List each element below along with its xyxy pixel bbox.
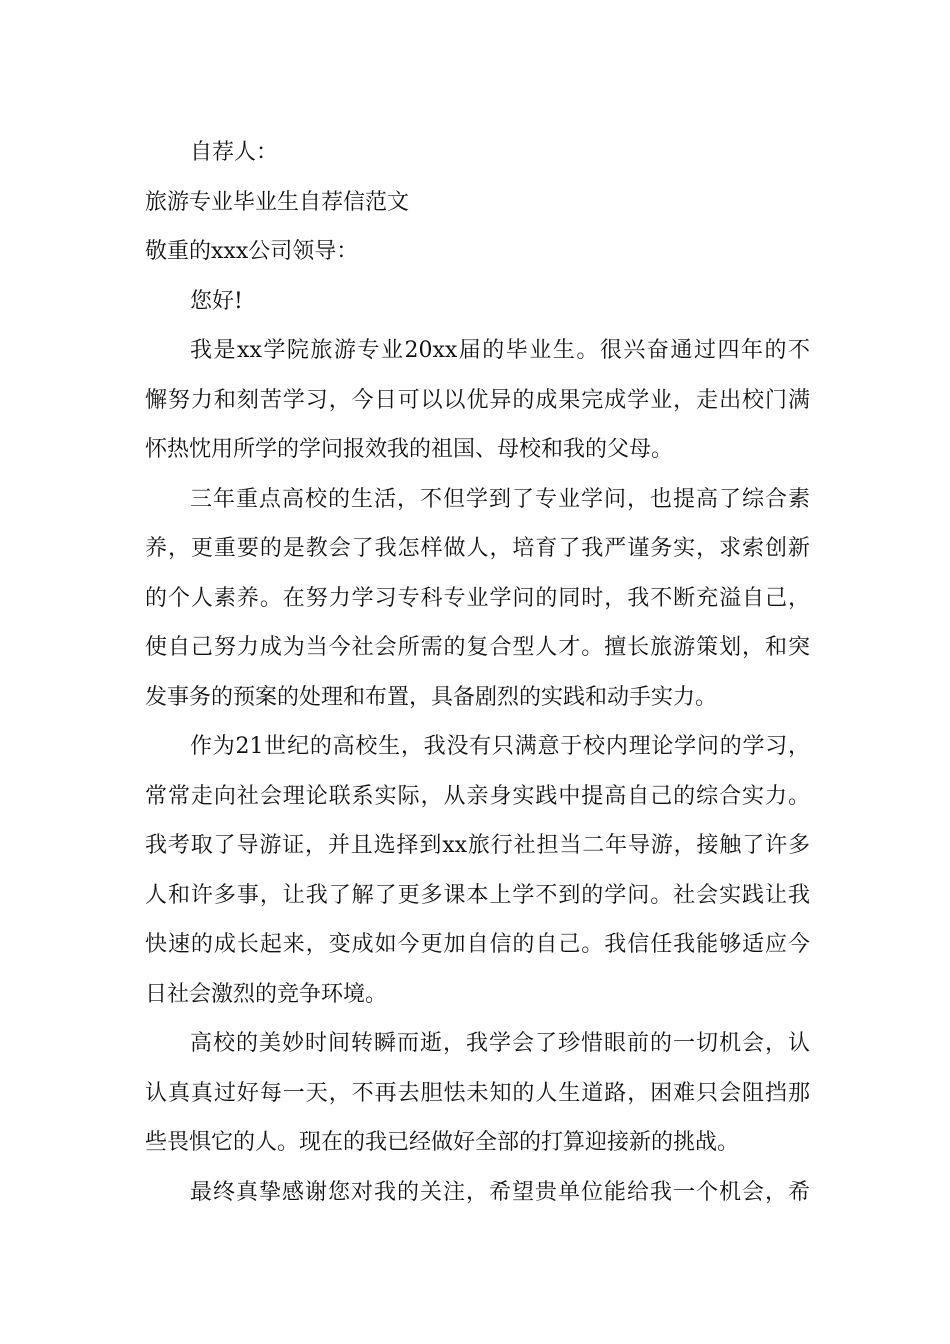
paragraph-line: 怀热忱用所学的学问报效我的祖国、母校和我的父母。 — [145, 437, 674, 462]
signature-label: 自荐人： — [190, 140, 279, 165]
salutation: 敬重的xxx公司领导： — [145, 239, 359, 264]
paragraph-line: 快速的成长起来，变成如今更加自信的自己。我信任我能够适应今 — [145, 932, 810, 957]
paragraph-line: 的个人素养。在努力学习专科专业学问的同时，我不断充溢自己， — [145, 585, 810, 611]
letter-body — [145, 128, 810, 1217]
paragraph-line: 使自己努力成为当今社会所需的复合型人才。擅长旅游策划，和突 — [145, 635, 810, 660]
paragraph-line: 养，更重要的是教会了我怎样做人，培育了我严谨务实，求索创新 — [145, 536, 810, 561]
paragraph-line: 常常走向社会理论联系实际，从亲身实践中提高自己的综合实力。 — [145, 783, 810, 809]
paragraph-line: 三年重点高校的生活，不但学到了专业学问，也提高了综合素 — [190, 486, 810, 512]
paragraph-line: 些畏惧它的人。现在的我已经做好全部的打算迎接新的挑战。 — [145, 1130, 740, 1155]
paragraph-line: 日社会激烈的竞争环境。 — [145, 981, 388, 1007]
paragraph-line: 发事务的预案的处理和布置，具备剧烈的实践和动手实力。 — [145, 684, 718, 710]
greeting: 您好! — [190, 288, 243, 314]
paragraph-line: 我考取了导游证，并且选择到xx旅行社担当二年导游，接触了许多 — [145, 833, 810, 858]
paragraph-line: 作为21世纪的高校生，我没有只满意于校内理论学问的学习， — [190, 734, 810, 759]
letter-title: 旅游专业毕业生自荐信范文 — [145, 189, 410, 215]
paragraph-line: 人和许多事，让我了解了更多课本上学不到的学问。社会实践让我 — [145, 882, 810, 908]
paragraph-line: 认真真过好每一天，不再去胆怯未知的人生道路，困难只会阻挡那 — [145, 1080, 810, 1106]
paragraph-line: 懈努力和刻苦学习，今日可以以优异的成果完成学业，走出校门满 — [145, 387, 810, 413]
paragraph-line: 高校的美妙时间转瞬而逝，我学会了珍惜眼前的一切机会，认 — [190, 1031, 810, 1056]
paragraph-line: 我是xx学院旅游专业20xx届的毕业生。很兴奋通过四年的不 — [190, 338, 810, 363]
paragraph-line: 最终真挚感谢您对我的关注，希望贵单位能给我一个机会，希 — [190, 1179, 810, 1205]
